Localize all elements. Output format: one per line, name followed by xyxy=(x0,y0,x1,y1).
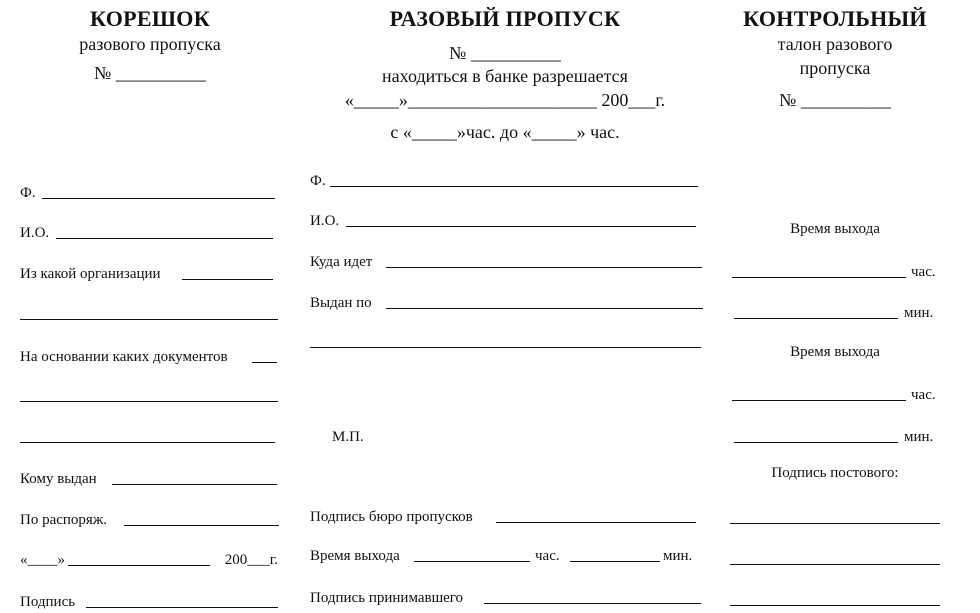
pass-field-receiver-sign[interactable] xyxy=(310,587,701,607)
control-guard-sign-line-2-field[interactable] xyxy=(730,548,940,568)
control-number-label: № __________ xyxy=(779,90,891,110)
pass-field-exit-hours-unit: час. xyxy=(535,548,560,564)
control-guard-sign-line-3-field[interactable] xyxy=(730,589,940,609)
control-exit-1-minutes[interactable] xyxy=(734,302,938,322)
stub-field-basis-label: На основании каких документов xyxy=(20,349,231,366)
stub-field-signature-label: Подпись xyxy=(20,594,78,611)
pass-number-label: № __________ xyxy=(449,43,561,63)
pass-field-where[interactable] xyxy=(310,251,702,271)
stub-field-basis-continuation-1[interactable] xyxy=(20,385,278,405)
stub-field-io-line[interactable] xyxy=(56,238,273,239)
control-exit-2-hours-line[interactable] xyxy=(732,400,906,401)
pass-field-io-label: И.О. xyxy=(310,213,342,230)
pass-field-issued-by-continuation[interactable] xyxy=(310,331,701,351)
pass-field-where-line[interactable] xyxy=(386,267,702,268)
pass-field-f-line[interactable] xyxy=(330,186,698,187)
control-exit-1-hours-line[interactable] xyxy=(732,277,906,278)
pass-field-f-label: Ф. xyxy=(310,173,329,190)
control-subtitle-1: талон разового xyxy=(777,34,893,54)
pass-field-bureau-sign-line[interactable] xyxy=(496,522,696,523)
stub-field-org-line[interactable] xyxy=(182,279,273,280)
control-exit-2-minutes[interactable] xyxy=(734,426,938,446)
pass-field-io-line[interactable] xyxy=(346,226,696,227)
pass-time-line: с «_____»час. до «_____» час. xyxy=(390,122,620,142)
pass-field-where-label: Куда идет xyxy=(310,254,375,271)
pass-field-issued-by-line[interactable] xyxy=(386,308,703,309)
stub-field-basis-line[interactable] xyxy=(252,362,277,363)
stub-field-signature-line[interactable] xyxy=(86,607,278,608)
control-exit-1-hours-unit: час. xyxy=(911,264,936,280)
stub-field-f-label: Ф. xyxy=(20,185,39,202)
pass-field-bureau-sign-label: Подпись бюро пропусков xyxy=(310,509,476,526)
control-exit-2-minutes-line[interactable] xyxy=(734,442,898,443)
stub-field-date-prefix: «____» xyxy=(20,552,68,569)
stub-field-issued-to-line[interactable] xyxy=(112,484,277,485)
control-exit-1-hours[interactable] xyxy=(732,261,938,281)
control-exit-time-1-label: Время выхода xyxy=(790,221,880,237)
pass-field-exit-time-label: Время выхода xyxy=(310,548,403,565)
stub-field-basis-line-2[interactable] xyxy=(20,401,278,402)
pass-field-f[interactable] xyxy=(310,170,698,190)
pass-field-io[interactable] xyxy=(310,210,696,230)
control-exit-2-hours[interactable] xyxy=(732,384,938,404)
pass-field-issued-by-line-2[interactable] xyxy=(310,347,701,348)
stub-field-issued-to[interactable] xyxy=(20,468,277,488)
control-subtitle-2: пропуска xyxy=(799,58,871,78)
pass-field-exit-hours-line[interactable] xyxy=(414,561,530,562)
stub-field-basis-line-3[interactable] xyxy=(20,442,275,443)
control-exit-2-hours-unit: час. xyxy=(911,387,936,403)
pass-field-receiver-sign-line[interactable] xyxy=(484,603,701,604)
control-guard-sign-line-2[interactable] xyxy=(730,564,940,565)
stub-field-date[interactable] xyxy=(20,549,278,569)
control-guard-sign-line-1[interactable] xyxy=(730,523,940,524)
stub-field-org-continuation[interactable] xyxy=(20,303,278,323)
control-exit-2-minutes-unit: мин. xyxy=(904,429,934,445)
pass-allowed-text: находиться в банке разрешается xyxy=(382,66,628,86)
stub-field-date-line[interactable] xyxy=(68,565,210,566)
stub-field-issued-to-label: Кому выдан xyxy=(20,471,100,488)
control-exit-1-minutes-line[interactable] xyxy=(734,318,898,319)
pass-date-line: «_____»_____________________ 200___г. xyxy=(344,90,666,110)
control-exit-1-minutes-unit: мин. xyxy=(904,305,934,321)
stub-field-org-line-2[interactable] xyxy=(20,319,278,320)
stub-field-basis[interactable] xyxy=(20,346,277,366)
stub-field-io-label: И.О. xyxy=(20,225,52,242)
pass-column xyxy=(300,0,720,613)
pass-seal-mark: М.П. xyxy=(332,429,364,445)
stub-field-basis-continuation-2[interactable] xyxy=(20,426,275,446)
stub-field-order-label: По распоряж. xyxy=(20,512,110,529)
pass-field-receiver-sign-label: Подпись принимавшего xyxy=(310,590,466,607)
pass-field-issued-by-label: Выдан по xyxy=(310,295,375,312)
control-guard-sign-line-1-field[interactable] xyxy=(730,507,940,527)
stub-field-io[interactable] xyxy=(20,222,273,242)
stub-subtitle: разового пропуска xyxy=(79,34,221,54)
pass-field-issued-by[interactable] xyxy=(310,292,703,312)
control-title: КОНТРОЛЬНЫЙ xyxy=(743,6,927,31)
control-guard-sign-line-3[interactable] xyxy=(730,605,940,606)
control-guard-sign-label: Подпись постового: xyxy=(771,465,899,481)
stub-field-org[interactable] xyxy=(20,263,273,283)
stub-field-date-year: 200___г. xyxy=(224,552,278,568)
control-column xyxy=(720,0,980,613)
stub-title: КОРЕШОК xyxy=(90,6,210,31)
stub-column xyxy=(0,0,300,613)
pass-field-exit-time[interactable] xyxy=(310,545,698,565)
stub-field-order[interactable] xyxy=(20,509,279,529)
stub-field-org-label: Из какой организации xyxy=(20,266,164,283)
control-exit-time-2-label: Время выхода xyxy=(790,344,880,360)
pass-title: РАЗОВЫЙ ПРОПУСК xyxy=(389,6,621,31)
pass-field-exit-minutes-unit: мин. xyxy=(663,548,693,564)
pass-field-bureau-sign[interactable] xyxy=(310,506,696,526)
stub-field-signature[interactable] xyxy=(20,591,278,611)
stub-field-order-line[interactable] xyxy=(124,525,279,526)
pass-field-exit-minutes-line[interactable] xyxy=(570,561,660,562)
stub-field-f[interactable] xyxy=(20,182,275,202)
stub-number-label: № __________ xyxy=(94,63,206,83)
stub-field-f-line[interactable] xyxy=(42,198,275,199)
